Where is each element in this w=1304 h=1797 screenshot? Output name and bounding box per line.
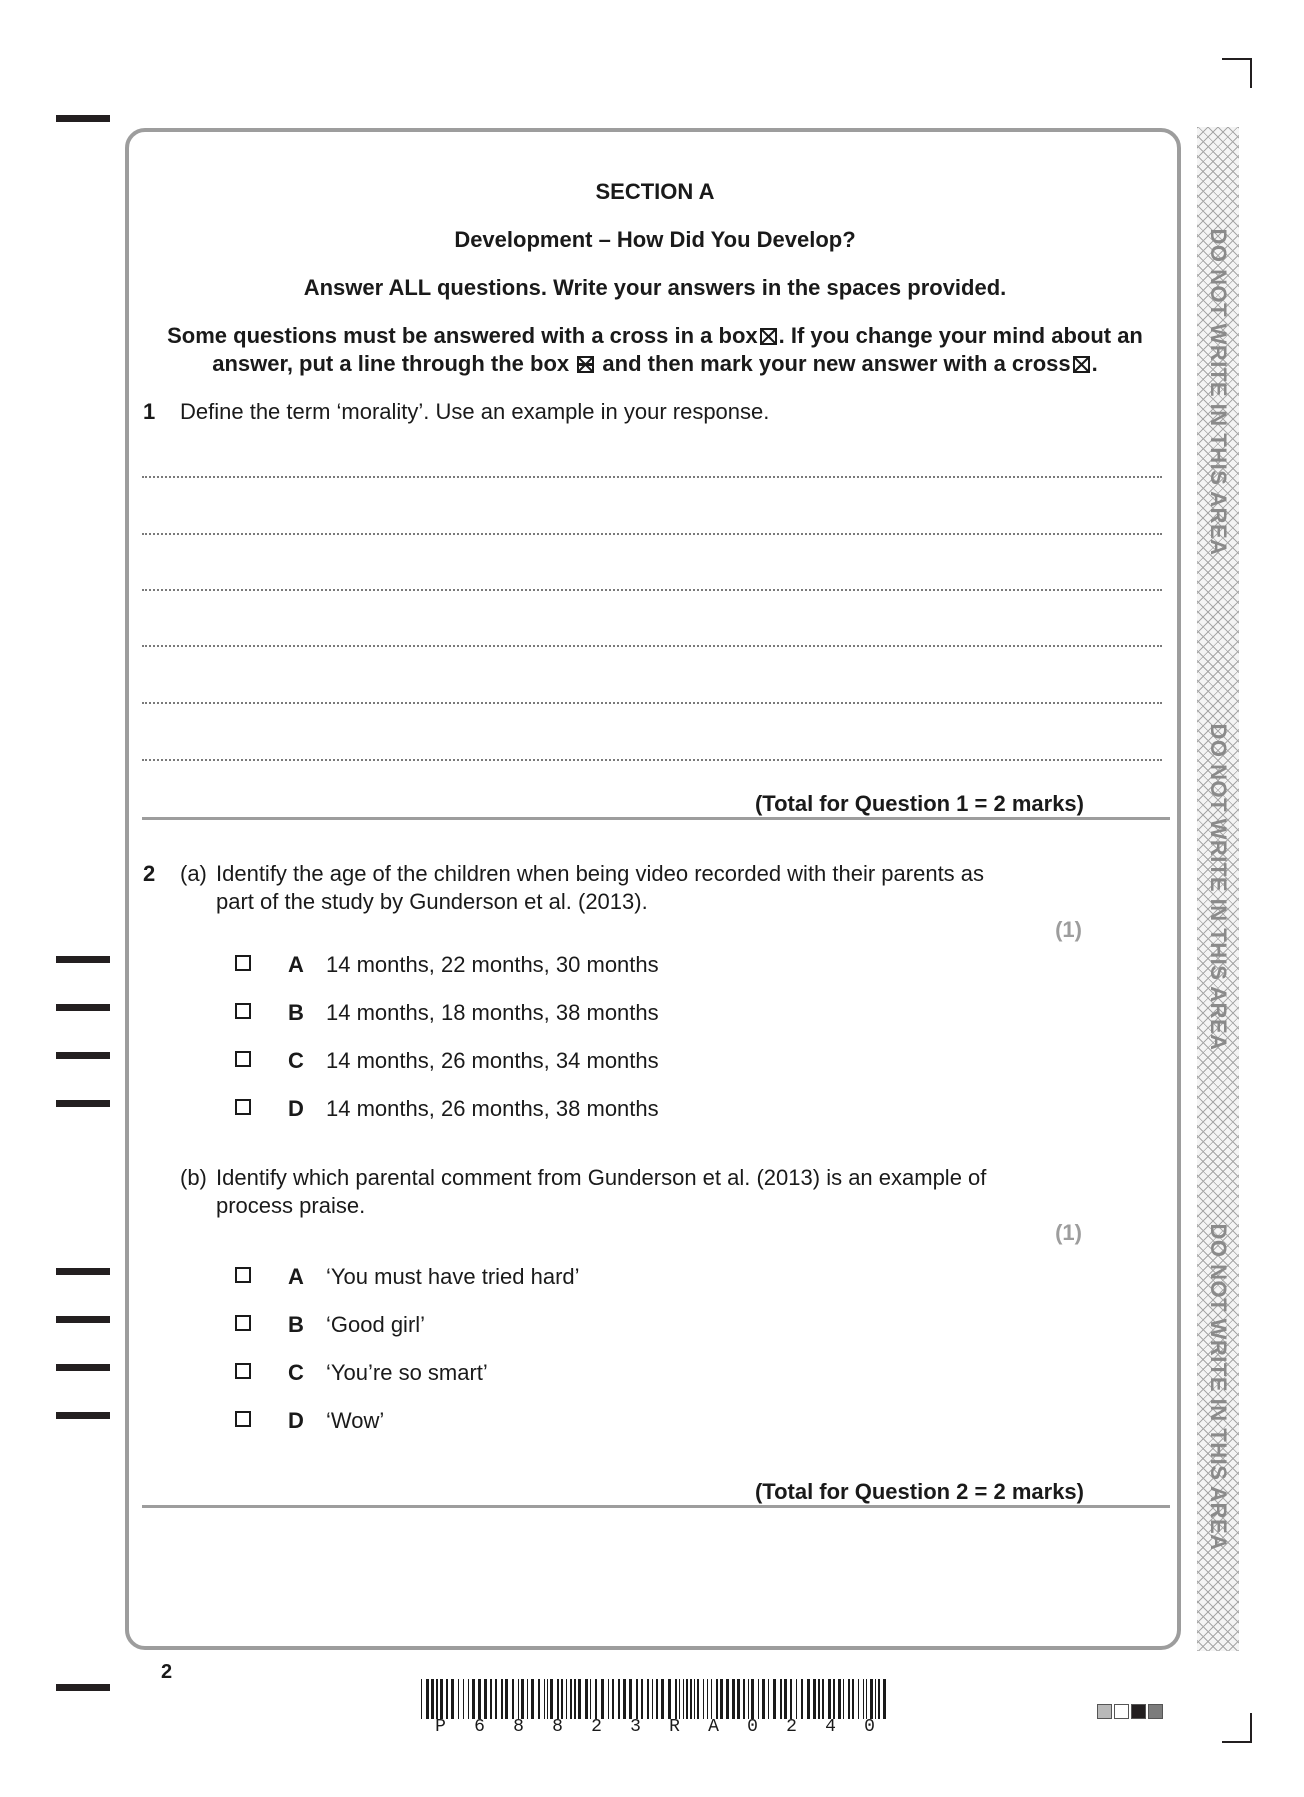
timing-mark <box>56 1100 110 1107</box>
crop-mark <box>1222 58 1252 60</box>
barcode-digit: 8 <box>552 1717 563 1737</box>
timing-mark <box>56 1684 110 1691</box>
barcode-bar <box>557 1679 559 1719</box>
barcode-bar <box>707 1679 708 1719</box>
barcode-bar <box>570 1679 572 1719</box>
barcode-digit: 0 <box>747 1717 758 1737</box>
barcode-bar <box>679 1679 680 1719</box>
crop-mark <box>1222 1741 1252 1743</box>
checkbox[interactable] <box>235 1267 251 1283</box>
barcode-bar <box>870 1679 873 1719</box>
question-1-number: 1 <box>143 399 156 424</box>
barcode-bar <box>440 1679 443 1719</box>
barcode-bar <box>484 1679 487 1719</box>
question-1-text: Define the term ‘morality’. Use an example in your response. <box>180 399 770 424</box>
option-text: 14 months, 26 months, 34 months <box>326 1048 659 1073</box>
question-2-number: 2 <box>143 861 156 886</box>
answer-line[interactable] <box>142 702 1162 704</box>
barcode-bar <box>878 1679 880 1719</box>
barcode-bar <box>737 1679 740 1719</box>
timing-mark <box>56 1052 110 1059</box>
barcode-bar <box>463 1679 464 1719</box>
status-square <box>1097 1704 1112 1719</box>
barcode-bar <box>762 1679 765 1719</box>
option-letter: B <box>288 1000 304 1025</box>
barcode-bar <box>875 1679 876 1719</box>
barcode-bar <box>828 1679 831 1719</box>
question-2a-text-line-2: part of the study by Gunderson et al. (2013). <box>216 889 648 914</box>
barcode-digit: A <box>708 1717 719 1737</box>
option-text: 14 months, 18 months, 38 months <box>326 1000 659 1025</box>
checkbox[interactable] <box>235 1051 251 1067</box>
barcode-bar <box>574 1679 576 1719</box>
barcode-bar <box>686 1679 688 1719</box>
question-1-total: (Total for Question 1 = 2 marks) <box>754 791 1084 816</box>
barcode-bar <box>668 1679 671 1719</box>
barcode-bar <box>711 1679 712 1719</box>
timing-mark <box>56 1268 110 1275</box>
checkbox[interactable] <box>235 1411 251 1427</box>
option-letter: A <box>288 952 304 977</box>
question-divider <box>142 1505 1170 1508</box>
answer-line[interactable] <box>142 476 1162 478</box>
barcode-bar <box>866 1679 867 1719</box>
barcode-bar <box>512 1679 514 1719</box>
struck-crossed-box-icon <box>577 356 594 373</box>
question-2a-text-line-1: Identify the age of the children when being video recorded with their parents as <box>216 861 985 886</box>
checkbox[interactable] <box>235 955 251 971</box>
barcode-bar <box>822 1679 824 1719</box>
timing-mark <box>56 1004 110 1011</box>
barcode-bar <box>590 1679 591 1719</box>
question-2-total: (Total for Question 2 = 2 marks) <box>754 1479 1084 1504</box>
barcode-bar <box>451 1679 454 1719</box>
barcode-bar <box>683 1679 684 1719</box>
timing-mark <box>56 1412 110 1419</box>
barcode-bar <box>703 1679 704 1719</box>
barcode-bar <box>697 1679 699 1719</box>
barcode-digit: R <box>669 1717 680 1737</box>
timing-mark <box>56 115 110 122</box>
option-text: ‘You must have tried hard’ <box>326 1264 580 1289</box>
answer-line[interactable] <box>142 759 1162 761</box>
status-square <box>1131 1704 1146 1719</box>
barcode-bar <box>585 1679 588 1719</box>
barcode-bar <box>618 1679 620 1719</box>
barcode-bar <box>690 1679 692 1719</box>
timing-mark <box>56 956 110 963</box>
barcode-bar <box>641 1679 643 1719</box>
barcode-digit: 3 <box>630 1717 641 1737</box>
barcode-bar <box>843 1679 844 1719</box>
question-2b-text-line-2: process praise. <box>216 1193 366 1218</box>
barcode-digit: 2 <box>786 1717 797 1737</box>
barcode-bar <box>501 1679 503 1719</box>
crop-mark <box>1250 1713 1252 1743</box>
instruction: Answer ALL questions. Write your answers in the spaces provided. <box>303 275 1007 300</box>
barcode-bar <box>538 1679 540 1719</box>
barcode-bar <box>521 1679 524 1719</box>
answer-line[interactable] <box>142 589 1162 591</box>
timing-mark <box>56 1316 110 1323</box>
answer-line[interactable] <box>142 533 1162 535</box>
barcode-bar <box>726 1679 729 1719</box>
cross-instruction-line-1: Some questions must be answered with a cross in a box . If you change your mind about an <box>167 323 1143 348</box>
barcode-bar <box>848 1679 850 1719</box>
barcode-bar <box>647 1679 649 1719</box>
barcode-bar <box>436 1679 438 1719</box>
barcode-bar <box>768 1679 769 1719</box>
barcode-bar <box>838 1679 841 1719</box>
barcode-bar <box>544 1679 545 1719</box>
barcode-bar <box>578 1679 581 1719</box>
barcode-bar <box>472 1679 475 1719</box>
barcode-bar <box>732 1679 735 1719</box>
barcode-bar <box>612 1679 614 1719</box>
question-2b-text-line-1: Identify which parental comment from Gunderson et al. (2013) is an example of <box>216 1165 987 1190</box>
checkbox[interactable] <box>235 1003 251 1019</box>
barcode-bar <box>490 1679 492 1719</box>
option-letter: C <box>288 1048 304 1073</box>
barcode-bar <box>758 1679 759 1719</box>
barcode-bar <box>813 1679 816 1719</box>
barcode <box>421 1679 889 1719</box>
barcode-bar <box>801 1679 803 1719</box>
checkbox[interactable] <box>235 1099 251 1115</box>
barcode-bar <box>818 1679 820 1719</box>
barcode-bar <box>623 1679 626 1719</box>
barcode-bar <box>550 1679 553 1719</box>
barcode-bar <box>773 1679 776 1719</box>
question-2b-marks: (1) <box>1055 1220 1082 1245</box>
option-text: ‘Wow’ <box>326 1408 385 1433</box>
barcode-bar <box>883 1679 886 1719</box>
barcode-digit: 2 <box>591 1717 602 1737</box>
page-number: 2 <box>161 1661 173 1683</box>
barcode-bar <box>518 1679 519 1719</box>
barcode-bar <box>743 1679 745 1719</box>
status-square <box>1148 1704 1163 1719</box>
barcode-bar <box>446 1679 448 1719</box>
barcode-digit: 0 <box>864 1717 875 1737</box>
question-2a-marks: (1) <box>1055 917 1082 942</box>
crop-mark <box>1250 58 1252 88</box>
option-text: 14 months, 26 months, 38 months <box>326 1096 659 1121</box>
option-text: 14 months, 22 months, 30 months <box>326 952 659 977</box>
barcode-bar <box>694 1679 695 1719</box>
barcode-bar <box>661 1679 664 1719</box>
question-2a-label: (a) <box>180 861 207 886</box>
barcode-bar <box>458 1679 459 1719</box>
section-heading: SECTION A <box>595 179 715 204</box>
barcode-bar <box>780 1679 782 1719</box>
barcode-bar <box>796 1679 797 1719</box>
barcode-bar <box>833 1679 835 1719</box>
barcode-bar <box>675 1679 677 1719</box>
barcode-bar <box>527 1679 528 1719</box>
barcode-bar <box>561 1679 563 1719</box>
option-letter: C <box>288 1360 304 1385</box>
barcode-bar <box>431 1679 434 1719</box>
barcode-bar <box>863 1679 864 1719</box>
barcode-bar <box>652 1679 653 1719</box>
timing-mark <box>56 1364 110 1371</box>
barcode-bar <box>478 1679 481 1719</box>
barcode-bar <box>505 1679 508 1719</box>
answer-line[interactable] <box>142 645 1162 647</box>
barcode-bar <box>629 1679 632 1719</box>
status-square <box>1114 1704 1129 1719</box>
option-text: ‘You’re so smart’ <box>326 1360 488 1385</box>
checkbox[interactable] <box>235 1315 251 1331</box>
barcode-bar <box>720 1679 723 1719</box>
option-text: ‘Good girl’ <box>326 1312 426 1337</box>
crossed-box-icon <box>760 328 777 345</box>
barcode-bar <box>426 1679 429 1719</box>
barcode-bar <box>852 1679 854 1719</box>
barcode-bar <box>751 1679 754 1719</box>
barcode-bar <box>608 1679 609 1719</box>
barcode-bar <box>748 1679 749 1719</box>
question-divider <box>142 817 1170 820</box>
barcode-digit: 6 <box>474 1717 485 1737</box>
barcode-digit: 8 <box>513 1717 524 1737</box>
cross-instruction-line-2: answer, put a line through the box and then mark your new answer with a cross . <box>212 351 1098 376</box>
barcode-digit: 4 <box>825 1717 836 1737</box>
option-letter: B <box>288 1312 304 1337</box>
barcode-digit: P <box>435 1717 446 1737</box>
barcode-bar <box>716 1679 718 1719</box>
option-letter: D <box>288 1408 304 1433</box>
barcode-bar <box>495 1679 497 1719</box>
option-letter: D <box>288 1096 304 1121</box>
barcode-bar <box>547 1679 548 1719</box>
option-letter: A <box>288 1264 304 1289</box>
barcode-bar <box>656 1679 658 1719</box>
barcode-bar <box>807 1679 810 1719</box>
topic-heading: Development – How Did You Develop? <box>454 227 856 252</box>
barcode-bar <box>601 1679 604 1719</box>
barcode-bar <box>790 1679 792 1719</box>
barcode-bar <box>421 1679 422 1719</box>
barcode-bar <box>784 1679 787 1719</box>
crossed-box-icon <box>1073 356 1090 373</box>
barcode-bar <box>531 1679 534 1719</box>
barcode-digits <box>421 1717 889 1739</box>
barcode-bar <box>468 1679 469 1719</box>
checkbox[interactable] <box>235 1363 251 1379</box>
barcode-bar <box>858 1679 859 1719</box>
barcode-bar <box>636 1679 638 1719</box>
barcode-bar <box>595 1679 597 1719</box>
question-2b-label: (b) <box>180 1165 207 1190</box>
barcode-bar <box>566 1679 567 1719</box>
